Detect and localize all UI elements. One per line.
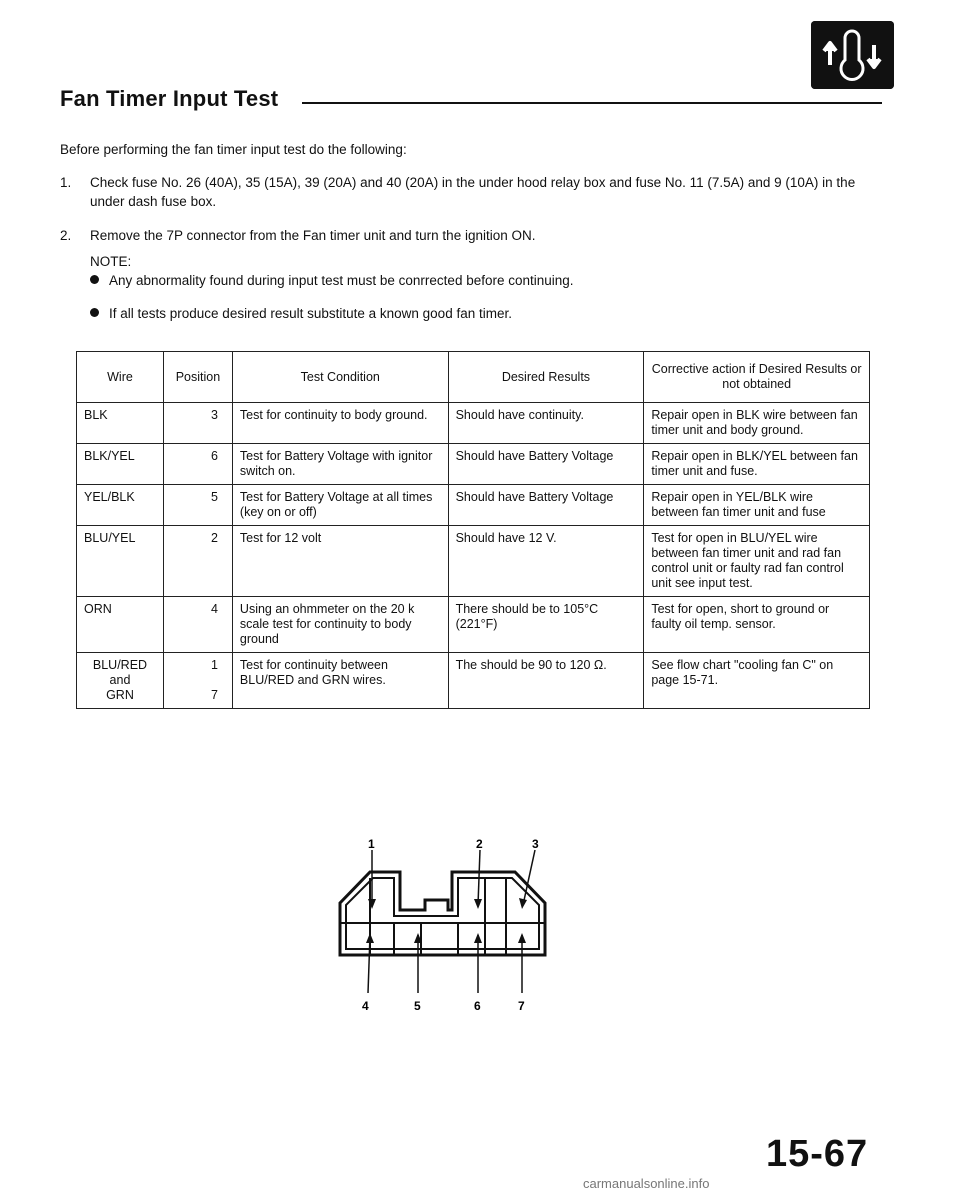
step-2 — [60, 226, 890, 245]
wire-line: and — [109, 673, 131, 687]
table-row — [77, 444, 870, 485]
pin-label: 6 — [474, 999, 481, 1013]
bullet-text: Any abnormality found during input test must be conrrected before continuing. — [109, 273, 574, 288]
step-number: 2. — [60, 228, 72, 243]
condition-cell: Test for continuity between BLU/RED and GRN wires. — [232, 653, 448, 709]
table-row — [77, 485, 870, 526]
table-row — [77, 597, 870, 653]
pin-label: 1 — [368, 837, 375, 851]
position-cell: 6 — [163, 444, 232, 485]
connector-diagram — [330, 835, 580, 1030]
position-cell: 4 — [163, 597, 232, 653]
action-cell: Repair open in BLK/YEL between fan timer unit and fuse. — [644, 444, 870, 485]
condition-cell: Test for Battery Voltage with ignitor switch on. — [232, 444, 448, 485]
column-header: Desired Results — [448, 352, 644, 403]
pin-label: 4 — [362, 999, 369, 1013]
action-cell: Repair open in YEL/BLK wire between fan timer unit and fuse — [644, 485, 870, 526]
result-cell: Should have 12 V. — [448, 526, 644, 597]
position-line: 7 — [210, 688, 218, 702]
table-row — [77, 403, 870, 444]
wire-line: GRN — [106, 688, 134, 702]
action-cell: See flow chart "cooling fan C" on page 15-71. — [644, 653, 870, 709]
column-header: Test Condition — [232, 352, 448, 403]
step-number: 1. — [60, 175, 72, 190]
step-text: Check fuse No. 26 (40A), 35 (15A), 39 (20A) and 40 (20A) in the under hood relay box and fuse No. 11 (7.5A) and 9 (10A) in the under dash fuse box. — [90, 175, 856, 209]
action-cell: Repair open in BLK wire between fan timer unit and body ground. — [644, 403, 870, 444]
column-header: Position — [163, 352, 232, 403]
note-bullet — [90, 306, 512, 321]
bullet-icon — [90, 308, 99, 317]
wire-cell: BLK/YEL — [77, 444, 164, 485]
wire-cell — [77, 653, 164, 709]
thermometer-icon — [811, 21, 894, 89]
position-cell — [163, 653, 232, 709]
position-cell: 2 — [163, 526, 232, 597]
position-cell: 3 — [163, 403, 232, 444]
condition-cell: Test for 12 volt — [232, 526, 448, 597]
table-row — [77, 526, 870, 597]
result-cell: There should be to 105°C (221°F) — [448, 597, 644, 653]
pin-label: 3 — [532, 837, 539, 851]
wire-cell: ORN — [77, 597, 164, 653]
action-cell: Test for open, short to ground or faulty oil temp. sensor. — [644, 597, 870, 653]
result-cell: Should have Battery Voltage — [448, 485, 644, 526]
column-header: Corrective action if Desired Results or not obtained — [644, 352, 870, 403]
note-bullet — [90, 273, 574, 288]
wire-line: BLU/RED — [92, 658, 148, 672]
condition-cell: Using an ohmmeter on the 20 k scale test for continuity to body ground — [232, 597, 448, 653]
wire-cell: BLK — [77, 403, 164, 444]
condition-cell: Test for continuity to body ground. — [232, 403, 448, 444]
page-number: 15-67 — [766, 1133, 869, 1175]
table-header-row — [77, 352, 870, 403]
result-cell: The should be 90 to 120 Ω. — [448, 653, 644, 709]
wire-cell: YEL/BLK — [77, 485, 164, 526]
title-rule — [302, 102, 882, 104]
pin-label: 5 — [414, 999, 421, 1013]
input-test-table — [76, 351, 870, 709]
pin-label: 7 — [518, 999, 525, 1013]
bullet-icon — [90, 275, 99, 284]
column-header: Wire — [77, 352, 164, 403]
condition-cell: Test for Battery Voltage at all times (key on or off) — [232, 485, 448, 526]
action-cell: Test for open in BLU/YEL wire between fan timer unit and rad fan control unit or faulty rad fan control unit see input test. — [644, 526, 870, 597]
page-title: Fan Timer Input Test — [60, 86, 279, 111]
watermark: carmanualsonline.info — [583, 1176, 710, 1191]
position-line: 1 — [210, 658, 218, 672]
pin-label: 2 — [476, 837, 483, 851]
step-1 — [60, 173, 890, 211]
step-text: Remove the 7P connector from the Fan timer unit and turn the ignition ON. — [90, 228, 536, 243]
bullet-text: If all tests produce desired result substitute a known good fan timer. — [109, 306, 512, 321]
table-row — [77, 653, 870, 709]
position-cell: 5 — [163, 485, 232, 526]
note-label: NOTE: — [90, 254, 132, 269]
result-cell: Should have Battery Voltage — [448, 444, 644, 485]
wire-cell: BLU/YEL — [77, 526, 164, 597]
intro-text: Before performing the fan timer input test do the following: — [60, 142, 407, 157]
position-line — [171, 673, 218, 688]
result-cell: Should have continuity. — [448, 403, 644, 444]
